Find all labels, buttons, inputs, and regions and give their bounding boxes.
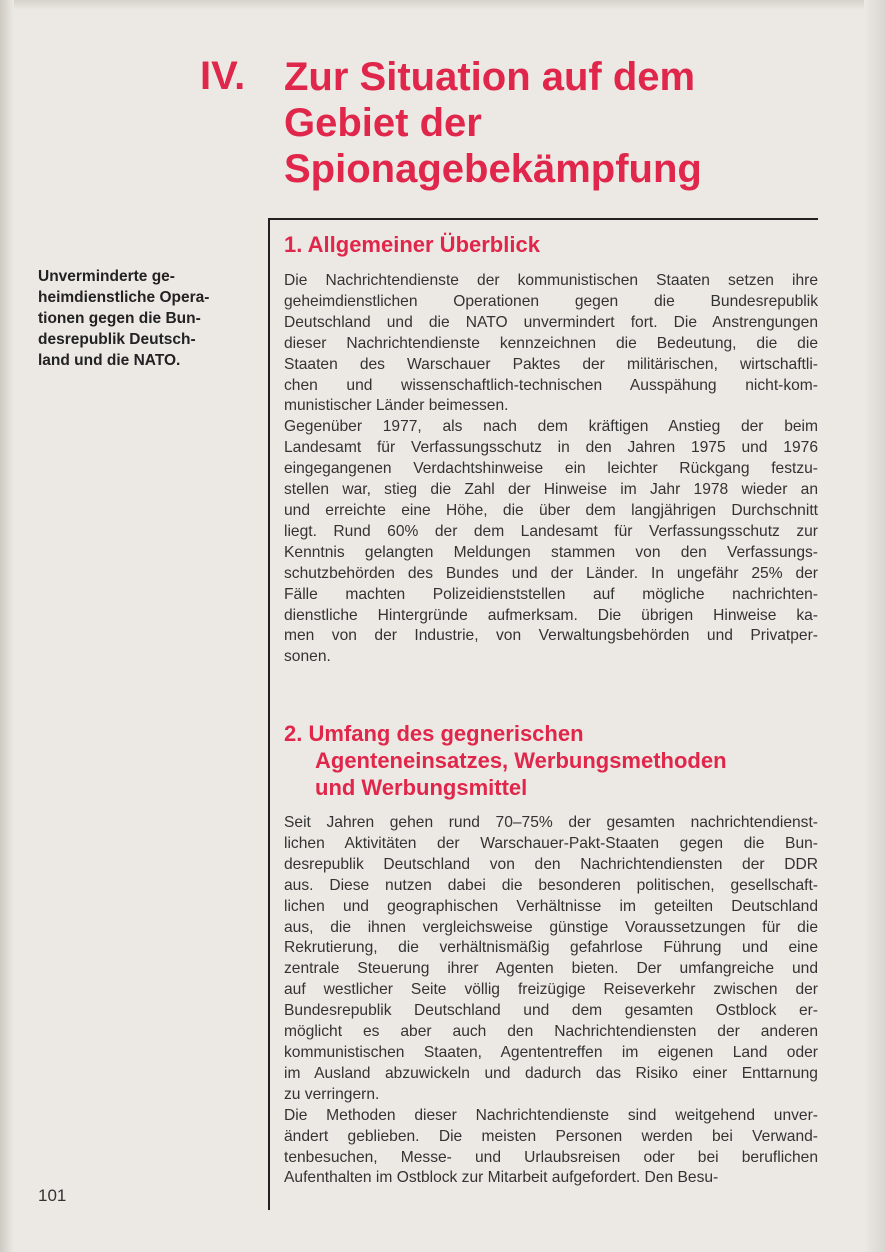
body-text-line: desrepublik Deutschland von den Nachrichtendiensten der DDR (284, 855, 818, 873)
body-text-line: im Ausland abzuwickeln und dadurch das Risiko einer Enttarnung (284, 1064, 818, 1082)
body-text-line: men von der Industrie, von Verwaltungsbehörden und Privatper- (284, 627, 818, 645)
body-text-line: kommunistischen Staaten, Agententreffen im eigenen Land oder (284, 1043, 818, 1061)
body-text-line: lichen und geographischen Verhältnisse im geteilten Deutschland (284, 897, 818, 915)
body-text-line: Rekrutierung, die verhältnismäßig gefahrlose Führung und eine (284, 939, 818, 957)
body-text-line: chen und wissenschaftlich-technischen Ausspähung nicht-kom- (284, 376, 818, 394)
body-text-line: geheimdienstlichen Operationen gegen die Bundesrepublik (284, 292, 818, 310)
section-1-heading: 1. Allgemeiner Überblick (284, 232, 540, 257)
body-text-line: Deutschland und die NATO unvermindert fort. Die Anstrengungen (284, 313, 818, 331)
page-right-edge (864, 0, 886, 1252)
body-text-line: auf westlicher Seite völlig freizügige Reiseverkehr zwischen der (284, 981, 818, 999)
body-text-line: eingegangenen Verdachtshinweise ein leichter Rückgang festzu- (284, 460, 818, 478)
body-text-line: ändert geblieben. Die meisten Personen werden bei Verwand- (284, 1127, 818, 1145)
chapter-title-line: Gebiet der (284, 101, 482, 145)
page-binding-shadow (0, 0, 14, 1252)
page-number: 101 (38, 1186, 67, 1205)
section-2-body (284, 813, 818, 1189)
body-text-line: aus, die ihnen vergleichsweise günstige Voraussetzungen für die (284, 918, 818, 936)
section-1-body (284, 271, 818, 668)
body-text-line: munistischer Länder beimessen. (284, 397, 509, 415)
body-text-line: Landesamt für Verfassungsschutz in den Jahren 1975 und 1976 (284, 439, 818, 457)
section-2-heading-line: und Werbungsmittel (315, 775, 528, 800)
body-text-line: Fälle machten Polizeidienststellen auf mögliche nachrichten- (284, 585, 818, 603)
body-text-line: stellen war, stieg die Zahl der Hinweise im Jahr 1978 wieder an (284, 481, 818, 499)
section-top-rule (268, 218, 818, 220)
margin-note (38, 266, 253, 371)
body-text-line: zentrale Steuerung ihrer Agenten bieten. Der umfangreiche und (284, 960, 818, 978)
body-text-line: dieser Nachrichtendienste kennzeichnen die Bedeutung, die die (284, 334, 818, 352)
body-text-line: zu verringern. (284, 1085, 380, 1103)
body-text-line: tenbesuchen, Messe- und Urlaubsreisen oder bei beruflichen (284, 1148, 818, 1166)
chapter-number: IV. (200, 54, 246, 98)
section-2-heading-line: Agenteneinsatzes, Werbungsmethoden (315, 748, 727, 773)
body-text-line: lichen Aktivitäten der Warschauer-Pakt-Staaten gegen die Bun- (284, 834, 818, 852)
body-text-line: sonen. (284, 648, 331, 666)
page-top-edge (0, 0, 886, 10)
body-text-line: schutzbehörden des Bundes und der Länder. In ungefähr 25% der (284, 564, 818, 582)
margin-note-line: tionen gegen die Bun- (38, 310, 201, 327)
body-text-line: liegt. Rund 60% der dem Landesamt für Verfassungsschutz zur (284, 522, 818, 540)
body-text-line: dienstliche Hintergründe aufmerksam. Die übrigen Hinweise ka- (284, 606, 818, 624)
body-text-line: Seit Jahren gehen rund 70–75% der gesamten nachrichtendienst- (284, 814, 818, 831)
margin-note-line: heimdienstliche Opera- (38, 289, 210, 306)
section-2-heading (284, 720, 818, 801)
body-text-line: Die Nachrichtendienste der kommunistischen Staaten setzen ihre (284, 272, 818, 289)
chapter-title-line: Zur Situation auf dem (284, 55, 696, 99)
body-text-line: Bundesrepublik Deutschland und dem gesamten Ostblock er- (284, 1002, 818, 1020)
margin-note-line: desrepublik Deutsch- (38, 331, 196, 348)
body-text-line: Aufenthalten im Ostblock zur Mitarbeit aufgefordert. Den Besu- (284, 1169, 719, 1187)
body-text-line: Kenntnis gelangten Meldungen stammen von den Verfassungs- (284, 543, 818, 561)
column-divider-rule (268, 218, 270, 1210)
chapter-title (284, 54, 844, 192)
section-2-heading-line: 2. Umfang des gegnerischen (284, 721, 584, 746)
body-text-line: und erreichte eine Höhe, die über dem langjährigen Durchschnitt (284, 501, 818, 519)
margin-note-line: land und die NATO. (38, 352, 181, 369)
body-text-line: Gegenüber 1977, als nach dem kräftigen Anstieg der beim (284, 418, 818, 436)
chapter-title-line: Spionagebekämpfung (284, 147, 702, 191)
body-text-line: möglicht es aber auch den Nachrichtendiensten der anderen (284, 1023, 818, 1041)
margin-note-line: Unverminderte ge- (38, 268, 175, 285)
body-text-line: Staaten des Warschauer Paktes der militärischen, wirtschaftli- (284, 355, 818, 373)
body-text-line: aus. Diese nutzen dabei die besonderen politischen, gesellschaft- (284, 876, 818, 894)
body-text-line: Die Methoden dieser Nachrichtendienste sind weitgehend unver- (284, 1106, 818, 1124)
